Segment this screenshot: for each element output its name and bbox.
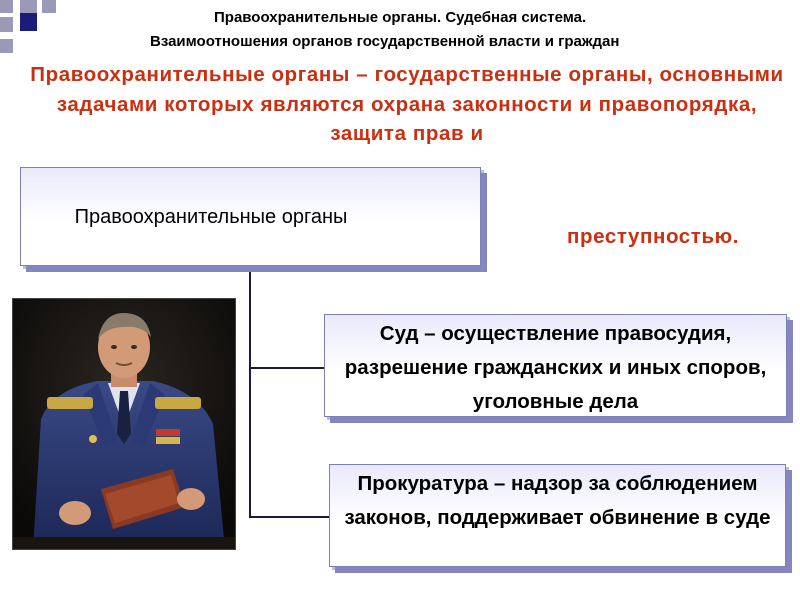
deco-square bbox=[0, 39, 13, 53]
prosecutor-in-uniform-photo-icon bbox=[13, 299, 235, 549]
deco-square bbox=[0, 0, 13, 13]
header-subtitle: Взаимоотношения органов государственной власти и граждан bbox=[150, 33, 620, 50]
prosecutor-node-text: Прокуратура – надзор за соблюдением законов, поддерживает обвинение в суде bbox=[344, 472, 771, 529]
root-node-label: Правоохранительные органы bbox=[74, 205, 348, 228]
root-node bbox=[20, 167, 481, 266]
deco-square bbox=[20, 13, 37, 31]
connector-to-prosecutor bbox=[249, 516, 330, 518]
court-node bbox=[324, 314, 787, 417]
prosecutor-photo bbox=[12, 298, 236, 550]
deco-square bbox=[0, 17, 13, 32]
definition-tail: преступностью. bbox=[567, 225, 740, 248]
definition-text: Правоохранительные органы – государственные органы, основными задачами которых являются охрана законности и правопорядка, защита прав и bbox=[30, 63, 784, 145]
deco-square bbox=[42, 0, 56, 13]
deco-square bbox=[20, 0, 37, 13]
header-title: Правоохранительные органы. Судебная система. bbox=[214, 9, 587, 26]
prosecutor-node bbox=[329, 464, 786, 567]
connector-vertical bbox=[249, 264, 251, 518]
connector-to-court bbox=[249, 367, 325, 369]
court-node-text: Суд – осуществление правосудия, разрешение гражданских и иных споров, уголовные дела bbox=[344, 322, 767, 413]
